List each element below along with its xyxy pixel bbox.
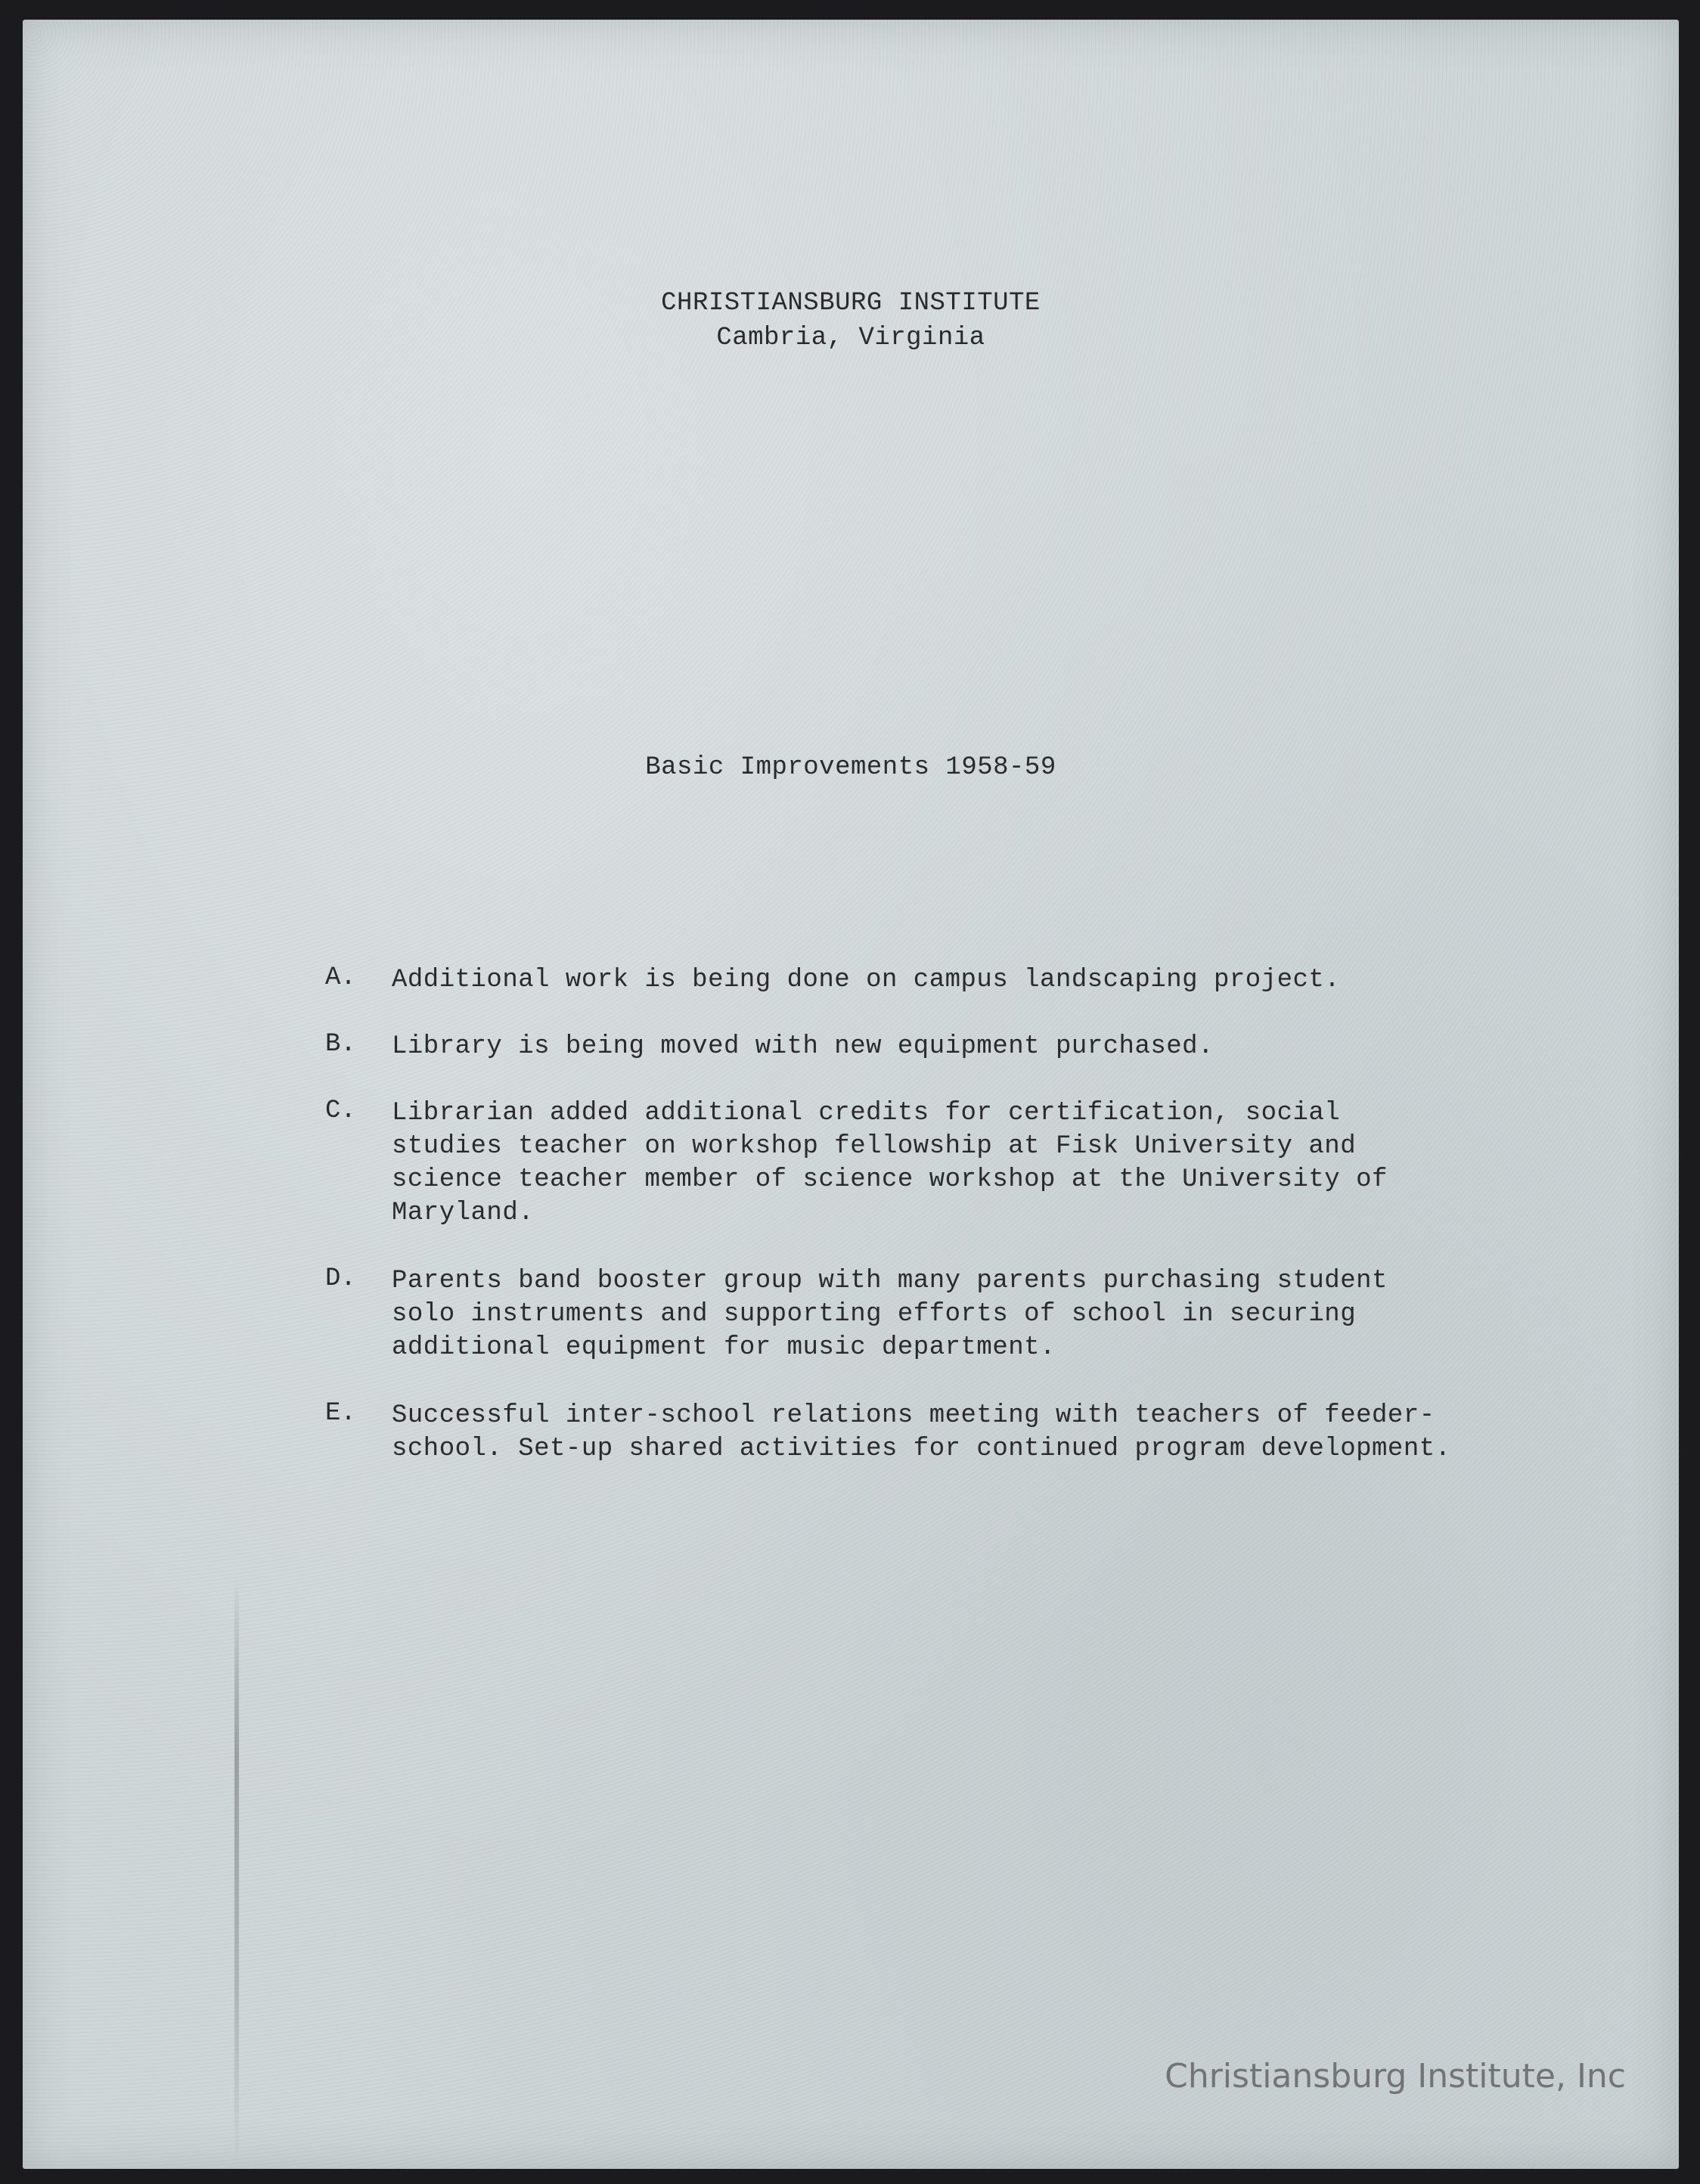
- institution-location: Cambria, Virginia: [716, 324, 985, 352]
- document-page: [23, 20, 1679, 2169]
- document-title: Basic Improvements 1958-59: [645, 753, 1056, 782]
- list-item-letter: B.: [325, 1030, 356, 1059]
- list-item-letter: E.: [325, 1399, 356, 1428]
- watermark: Christiansburg Institute, Inc: [1165, 2057, 1626, 2096]
- list-item-text: Parents band booster group with many parents purchasing student solo instruments and supporting efforts of school in securing additional equipment for music department.: [392, 1267, 1388, 1362]
- list-item-text: Successful inter-school relations meeting with teachers of feeder-school. Set-up shared activities for continued program development.: [392, 1401, 1451, 1463]
- paper-crease: [234, 1578, 239, 2167]
- list-item-text: Librarian added additional credits for certification, social studies teacher on workshop fellowship at Fisk University and science teacher member of science workshop at the University of Maryland.: [392, 1099, 1388, 1227]
- list-item-letter: D.: [325, 1264, 356, 1293]
- list-item-letter: A.: [325, 963, 356, 992]
- list-item-text: Additional work is being done on campus landscaping project.: [392, 966, 1341, 994]
- list-item-text: Library is being moved with new equipment purchased.: [392, 1032, 1214, 1061]
- list-item-letter: C.: [325, 1097, 356, 1125]
- institution-name: CHRISTIANSBURG INSTITUTE: [661, 289, 1041, 318]
